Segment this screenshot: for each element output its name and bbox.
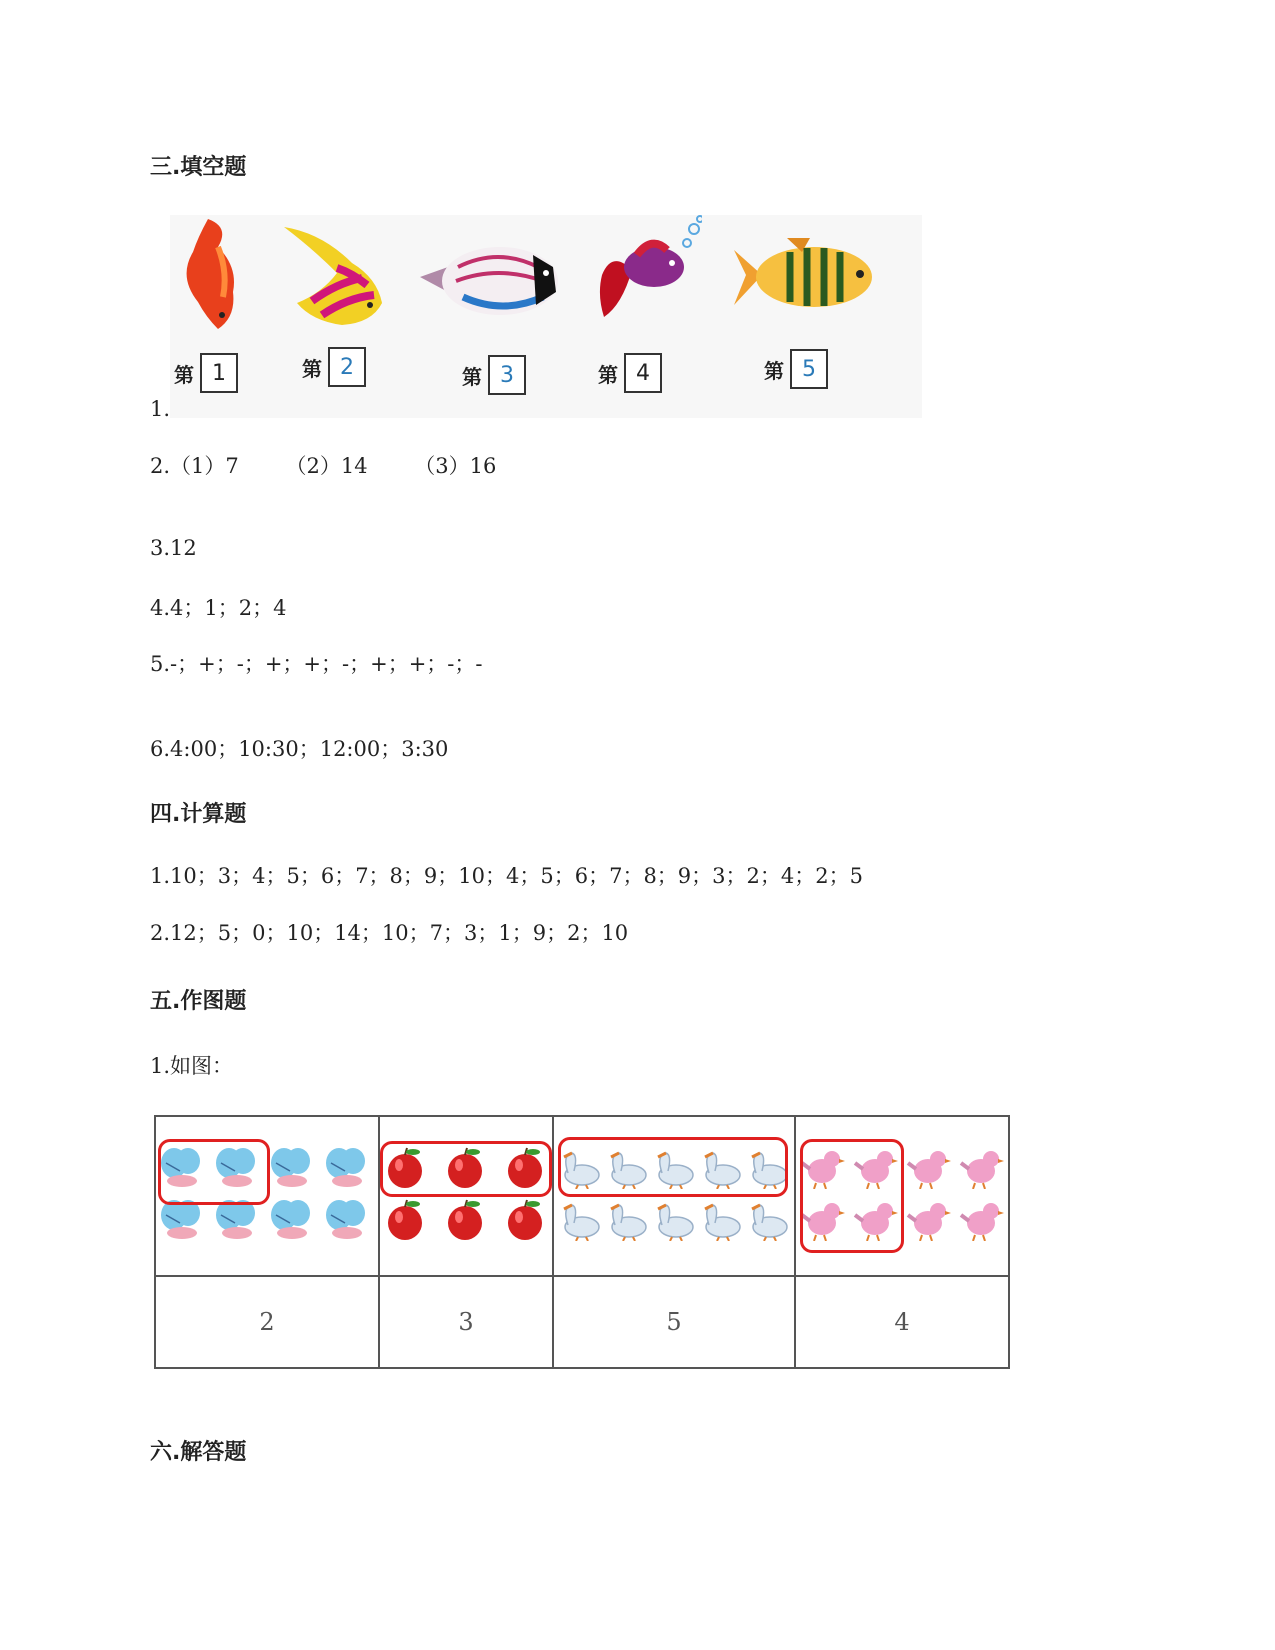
goose-icon [697, 1197, 743, 1241]
goose-icon [603, 1197, 649, 1241]
circled-group-outline [158, 1139, 270, 1205]
butterfly-cell [155, 1116, 379, 1276]
fill-answer-4: 4.4；1；2；4 [150, 596, 287, 620]
butterfly-icon [268, 1145, 314, 1189]
fill-answer-2: 2.（1）7 （2）14 （3）16 [150, 454, 497, 478]
count-cell: 3 [379, 1276, 553, 1368]
fill-answer-3: 3.12 [150, 536, 197, 560]
circled-group-outline [800, 1139, 904, 1253]
striped-tropical-fish-icon [418, 237, 563, 322]
calc-answer-1: 1.10；3；4；5；6；7；8；9；10；4；5；6；7；8；9；3；2；4；2；5 [150, 864, 863, 888]
counting-table [154, 1115, 1010, 1369]
count-cell: 2 [155, 1276, 379, 1368]
chick-icon [959, 1197, 1005, 1241]
tiger-barb-fish-icon [732, 230, 882, 325]
goose-icon [744, 1197, 790, 1241]
ordinal-prefix: 第 [302, 356, 322, 381]
betta-goldfish-icon [592, 215, 702, 325]
count-cell: 5 [553, 1276, 795, 1368]
ordinal-label [598, 353, 662, 393]
chick-cell [795, 1116, 1009, 1276]
ordinal-prefix: 第 [598, 362, 618, 387]
calc-answer-2: 2.12；5；0；10；14；10；7；3；1；9；2；10 [150, 921, 629, 945]
count-row [155, 1276, 1009, 1368]
ordinal-label [302, 347, 366, 387]
ordinal-prefix: 第 [174, 362, 194, 387]
circled-group-outline [558, 1137, 788, 1197]
drawing-answer-1: 1.如图： [150, 1054, 234, 1078]
fill-answer-5: 5.-；+；-；+；+；-；+；+；-；- [150, 652, 483, 676]
ordinal-label [462, 355, 526, 395]
butterfly-icon [323, 1197, 369, 1241]
count-cell: 4 [795, 1276, 1009, 1368]
chick-icon [959, 1145, 1005, 1189]
apple-icon [442, 1197, 488, 1241]
fill-answer-6: 6.4:00；10:30；12:00；3:30 [150, 737, 449, 761]
ordinal-number-box: 2 [328, 347, 366, 387]
apple-icon [502, 1197, 548, 1241]
circled-group-outline [380, 1141, 552, 1197]
section-heading-calculation: 四.计算题 [150, 802, 247, 827]
goose-cell [553, 1116, 795, 1276]
ordinal-label [174, 353, 238, 393]
ordinal-number-box: 3 [488, 355, 526, 395]
goose-icon [650, 1197, 696, 1241]
goose-icon [556, 1197, 602, 1241]
section-heading-fill-in: 三.填空题 [150, 155, 247, 180]
angelfish-icon [282, 223, 392, 333]
apple-cell [379, 1116, 553, 1276]
chick-icon [906, 1145, 952, 1189]
ordinal-number-box: 5 [790, 349, 828, 389]
ordinal-label [764, 349, 828, 389]
picture-row [155, 1116, 1009, 1276]
chick-icon [906, 1197, 952, 1241]
section-heading-word-problems: 六.解答题 [150, 1440, 247, 1465]
section-heading-drawing: 五.作图题 [150, 989, 247, 1014]
fill-answer-1: 1. [150, 397, 171, 421]
red-koi-fish-icon [178, 217, 248, 332]
ordinal-prefix: 第 [462, 364, 482, 389]
ordinal-number-box: 4 [624, 353, 662, 393]
apple-icon [382, 1197, 428, 1241]
ordinal-prefix: 第 [764, 358, 784, 383]
fish-ordinal-picture [170, 215, 922, 418]
butterfly-icon [323, 1145, 369, 1189]
ordinal-number-box: 1 [200, 353, 238, 393]
butterfly-icon [268, 1197, 314, 1241]
